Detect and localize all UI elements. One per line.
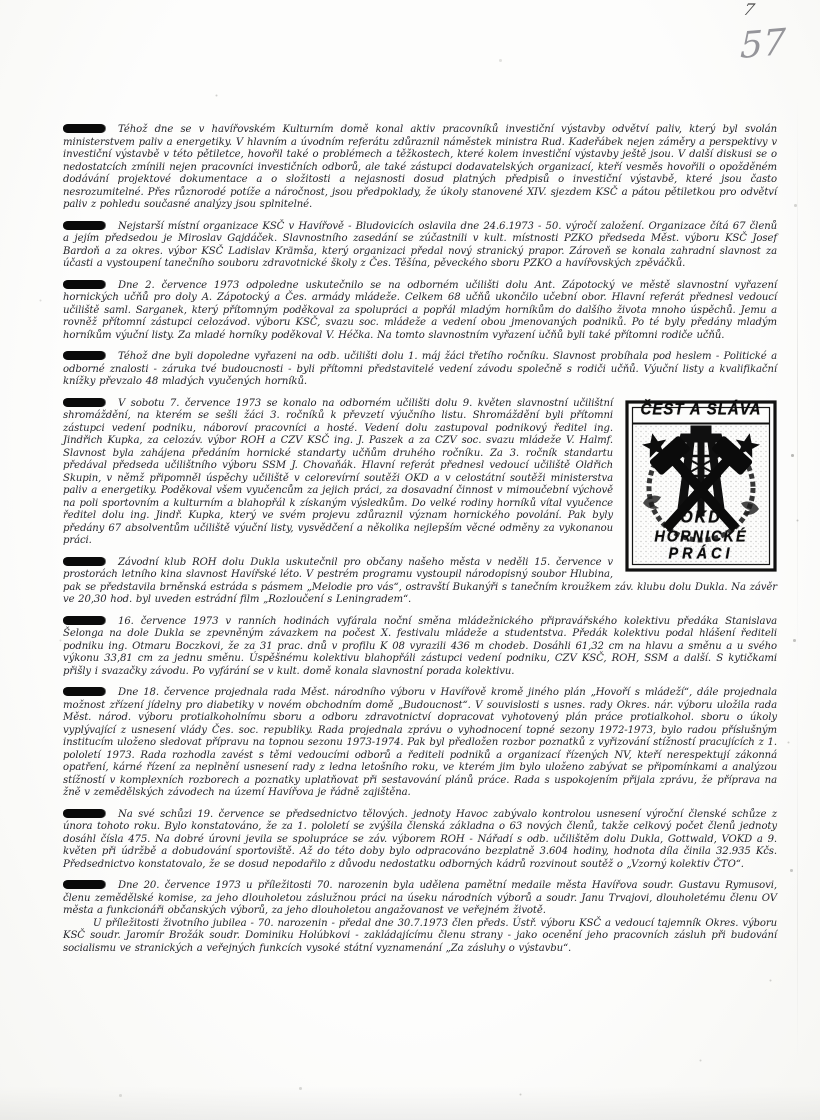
paper-crease	[797, 90, 798, 1060]
paragraph-text: Na své schůzi 19. července se předsednictvo tělových. jednoty Havoc zabývalo kontrolou usnesení výroční členské schůze z února tohoto roku. Bylo konstatováno, že za 1. pololetí se zvýšila členská základna o 63 nových členů, takže celkový počet členů jednoty dosáhl čísla 475. Na dobré úrovni jevila se spolupráce se záv. výborem ROH - Nářadí s odb. učilištěm dolu Dukla, Gottwald, VOKD a 9. květen při údržbě a dobudování sportoviště. Až do této doby bylo odpracováno bezplatně 3.604 hodiny, hodnota díla činila 32.935 Kčs. Předsednictvo konstatovalo, že se dosud nepodařilo z důvodu nedostatku odborných kádrů rozvinout soutěž o „Vzorný kolektiv ČTO“.	[63, 808, 777, 870]
scan-noise	[0, 0, 1, 1]
chronicle-paragraph	[63, 687, 777, 800]
redaction-mark	[63, 880, 105, 889]
chronicle-paragraph	[63, 280, 777, 343]
redaction-mark	[63, 221, 105, 230]
chronicle-paragraph	[63, 616, 777, 679]
stamp-praci-text: PRÁCI	[668, 544, 734, 563]
paragraph-text: Téhož dne se v havířovském Kulturním domě konal aktiv pracovníků investiční výstavby odvětví paliv, který byl svolán ministerstvem paliv a energetiky. V hlavním a úvodním referátu zdůraznil náměstek ministra Rud. Kadeřábek nejen záměry a perspektivy v investiční výstavbě v této pětiletce, hovořil také o problémech a těžkostech, které kolem investiční výstavby ještě jsou. V další diskusi se o nedostatcích zmínili nejen pracovníci investičních odborů, ale také zástupci dodavatelských organizací, kteří vesměs hovořili o opožděném dodávání projektové dokumentace a o složitosti a nejasnosti dosud platných předpisů o investiční výstavbě, které jsou často nesrozumitelné. Přes různorodé potíže a náročnost, jsou předpoklady, že úkoly stanovené XIV. sjezdem KSČ a pátou pětiletkou pro odvětví paliv z pohledu současné analýzy jsou splnitelné.	[63, 124, 777, 210]
stamp-hornicke-text: HORNICKÉ	[654, 527, 748, 546]
stamp-top-text: ČEST A SLÁVA	[640, 399, 762, 419]
paragraph-text: Dne 20. července 1973 u příležitosti 70. narozenin byla udělena pamětní medaile města Havířova soudr. Gustavu Rymusovi, členu zemědělské komise, za jeho dlouholetou záslužnou práci na úseku národních výborů a soudr. Janu Trvajovi, dlouholetému členu OV města a funkcionáři občanských výborů, za jeho dlouholetou angažovanost ve veřejném životě.	[63, 880, 777, 916]
redaction-mark	[63, 124, 105, 133]
paragraph-text: Téhož dne byli dopoledne vyřazeni na odb. učilišti dolu 1. máj žáci třetího ročníku. Slavnost probíhala pod heslem - Politické a odborné znalosti - záruka tvé budoucnosti - byli přítomni představitelé vedení závodu společně s rodiči učňů. Výuční listy a kvalifikační knížky převzalo 48 mladých vyučených horníků.	[63, 351, 777, 387]
paragraph-text: 16. července 1973 v ranních hodinách vyfárala noční směna mládežnického připravářského kolektivu předáka Stanislava Šelonga na dole Dukla se zpevněným závazkem na počest X. festivalu mládeže a studentstva. Předák kolektivu podal hlášení řediteli podniku ing. Otmaru Boczkovi, že za 31 prac. dnů v profilu K 08 vyrazili 436 m chodeb. Dosáhli 61,32 cm na hlavu a směnu a u svého výkonu 33,81 cm za jednu směnu. Úspěšnému kolektivu blahopřáli zástupci vedení podniku, CZV KSČ, ROH, SSM a další. S kytičkami přišly i svazačky závodu. Po vyfárání se v kult. domě konala slavnostní porada kolektivu.	[63, 615, 777, 677]
chronicle-paragraph	[63, 809, 777, 872]
chronicle-paragraph	[63, 351, 777, 389]
redaction-mark	[63, 557, 105, 566]
redaction-mark	[63, 280, 105, 289]
redaction-mark	[63, 809, 105, 818]
page-number: 57	[739, 21, 787, 68]
chronicle-paragraph	[63, 221, 777, 271]
redaction-mark	[63, 687, 105, 696]
okd-stamp	[625, 400, 777, 572]
paragraph-text: Nejstarší místní organizace KSČ v Havířově - Bludovicích oslavila dne 24.6.1973 - 50. výročí založení. Organizace čítá 67 členů a jejím předsedou je Miroslav Gajdáček. Slavnostního zasedání se zúčastnili v kult. místnosti PZKO předseda Měst. výboru KSČ Josef Bardoň a za okres. výbor KSČ Ladislav Krämša, který organizaci předal nový stranický prapor. Zároveň se konala zahradní slavnost za účasti a vystoupení tanečního souboru zdravotnické školy z Čes. Těšína, pěveckého sboru PZKO a havířovských zpěváčků.	[63, 220, 777, 269]
chronicle-paragraph	[63, 880, 777, 918]
scan-shadow	[0, 1086, 820, 1120]
corner-mark: 7	[741, 0, 757, 19]
paragraph-text: Dne 2. července 1973 odpoledne uskutečnilo se na odborném učilišti dolu Ant. Zápotocký ve městě slavnostní vyřazení hornických učňů pro doly A. Zápotocký a Čes. armády mládeže. Celkem 68 učňů ukončilo učební obor. Hlavní referát přednesl vedoucí učiliště saml. Sarganek, který přítomným poděkoval za spolupráci a popřál mladým horníkům do dalšího života mnoho úspěchů. Jemu a rovněž přítomní zástupci celozávod. výboru KSČ, svazu soc. mládeže a vedení obou jmenovaných podniků. Po té byly předány mladým horníkům výuční listy. Za mladé horníky poděkoval V. Héčka. Na tomto slavnostním vyřazení učňů byli také přítomni rodiče učňů.	[63, 279, 777, 341]
paragraph-text: Závodní klub ROH dolu Dukla uskutečnil pro občany našeho města v neděli 15. července v prostorách letního kina slavnost Havířské léto. V pestrém programu vystoupil národopisný soubor Hlubina, pak se představila brněnská estráda s pásmem „Melodie pro vás“, ostravští Bukanýři s tanečním kroužkem záv. klubu dolu Dukla. Na závěr ve 20,30 hod. byl uveden estrádní film „Rozloučení s Leningradem“.	[63, 556, 777, 605]
chronicle-paragraph	[63, 918, 777, 956]
chronicle-text	[63, 124, 777, 964]
redaction-mark	[63, 398, 105, 407]
paragraph-text: V sobotu 7. července 1973 se konalo na odborném učilišti dolu 9. květen slavnostní učilištní shromáždění, na kterém se sešli žáci 3. ročníků k převzetí výučního listu. Shromáždění byli přítomni zástupci vedení podniku, náboroví pracovníci a hosté. Vedení dolu zastupoval podnikový ředitel ing. Jindřich Kupka, za celozáv. výbor ROH a CZV KSČ ing. J. Paszek a za CZV soc. svazu mládeže V. Halmf. Slavnost byla zahájena předáním hornické standarty učňům druhého ročníku. Za 3. ročník standartu předával předseda učilištního výboru SSM J. Chovaňák. Hlavní referát přednesl vedoucí učiliště Oldřich Skupin, v němž připomněl úspěchy učiliště v celorevírní soutěži OKD a v celostátní soutěži ministerstva paliv a energetiky. Poděkoval všem vyučencům za jejich práci, za dosavadní činnost v mimoučební výchově na poli sportovním a kulturním a blahopřál k získaným výsledkům. Do velké rodiny horníků vítal vyučence ředitel dolu ing. Jindř. Kupka, který ve svém projevu zdůraznil význam hornického povolání. Pak byly předány 67 absolventům učiliště výuční listy, vysvědčení a několika nejlepším věcné odměny za vykonanou práci.	[63, 397, 613, 546]
chronicle-paragraph	[63, 124, 777, 212]
stamp-okd-text: OKD	[680, 507, 722, 527]
redaction-mark	[63, 616, 105, 625]
redaction-mark	[63, 351, 105, 360]
paragraph-text: Dne 18. července projednala rada Měst. národního výboru v Havířově kromě jiného plán „Hovoří s mládeží“, dále projednala možnost zřízení jídelny pro diabetiky v novém obchodním domě „Budoucnost“. V souvislosti s usnes. rady Okres. nár. výboru uložila rada Měst. národ. výboru protialkoholnímu sboru a odboru zdravotnictví dopracovat vyhotovený plán práce protialkohol. sboru o úkoly vyplývající z usnesení vlády Čes. soc. republiky. Rada projednala zprávu o vyhodnocení topné sezony 1972-1973, bylo radou příslušným institucím uloženo sledovat přípravu na topnou sezonu 1973-1974. Pak byl předložen rozbor poznatků z vyřizování stížností pracujících z 1. pololetí 1973. Rada rozhodla zavést s těmi vedoucími odborů a řediteli podniků a organizací řízených NV, kteří nerespektují zákonná opatření, kárné řízení za neplnění usnesení rady z ledna letošního roku, ve kterém jim bylo uloženo zabývat se připomínkami a analýzou stížností v komplexních rozborech a poznatky uplatňovat při sestavování plánů práce. Rada s uspokojením přijala zprávu, že příprava na žně v zemědělských závodech na území Havířova je řádně zajištěna.	[63, 687, 777, 798]
paragraph-text: U příležitosti životního jubilea - 70. narozenin - předal dne 30.7.1973 člen předs. Ústř. výboru KSČ a vedoucí tajemník Okres. výboru KSČ soudr. Jaromír Brožák soudr. Dominiku Holúbkovi - zakládajícímu členu strany - jako ocenění jeho pracovních zásluh při budování socialismu ve stranických a veřejných funkcích vysoké státní vyznamenání „Za zásluhy o výstavbu“.	[63, 917, 777, 954]
